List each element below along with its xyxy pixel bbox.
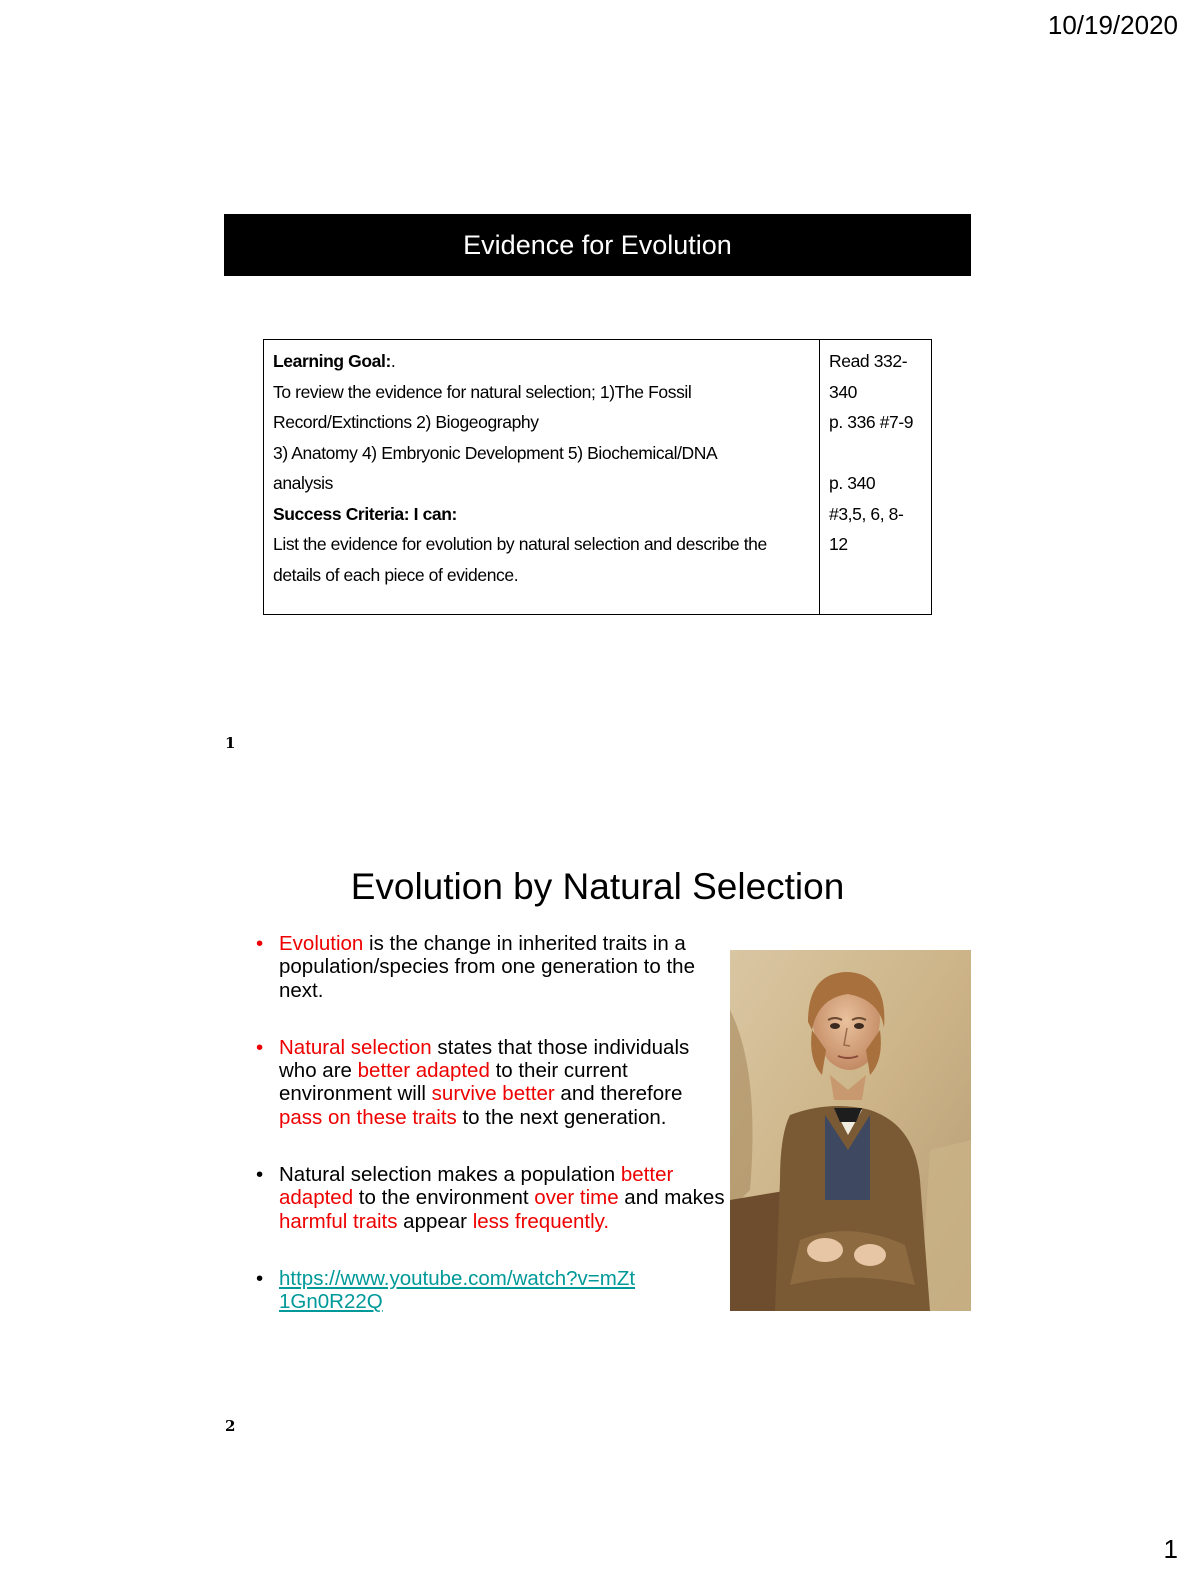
- highlighted-term: better adapted: [357, 1059, 490, 1083]
- slide-number: 1: [225, 734, 236, 752]
- bullet-text: [279, 932, 695, 1002]
- highlighted-term: harmful traits: [279, 1209, 398, 1233]
- goal-line: Record/Extinctions 2) Biogeography: [273, 412, 539, 432]
- highlighted-term: survive better: [431, 1082, 555, 1106]
- learning-goal-label: Learning Goal:: [273, 351, 391, 371]
- bullet-run: to the environment: [353, 1186, 535, 1210]
- bullet-run: Natural selection makes a population: [279, 1163, 621, 1187]
- reading-line: #3,5, 6, 8-: [829, 503, 904, 524]
- reading-line: p. 336 #7-9: [829, 412, 914, 432]
- learning-goal-cell: Learning Goal:. To review the evidence for natural selection; 1)The Fossil Record/Extinctions 2) Biogeography 3) Anatomy 4) Embryonic Development 5) Biochemical/DNA analysis Success Criteria: I can: List the evidence for evolution by natural selection and describe the details of each piece of evidence.: [264, 340, 820, 615]
- bullet-run: to their current environment will: [279, 1059, 628, 1106]
- criteria-line: List the evidence for evolution by natural selection and describe the: [273, 534, 767, 554]
- reading-line: p. 340: [829, 473, 876, 493]
- bullet-item: [256, 1163, 726, 1233]
- bullet-icon: •: [256, 1163, 264, 1187]
- reading-line: [829, 438, 923, 469]
- bullet-run: states that those individuals who are: [279, 1035, 690, 1083]
- criteria-line: details of each piece of evidence.: [273, 564, 519, 585]
- reading-cell: [820, 340, 932, 615]
- slide-title: Evolution by Natural Selection: [350, 866, 845, 907]
- bullet-run: appear: [397, 1209, 473, 1233]
- goal-line: analysis: [273, 473, 334, 493]
- highlighted-term: over time: [534, 1186, 619, 1210]
- highlighted-term: less frequently.: [472, 1209, 610, 1233]
- date-header: 10/19/2020: [1047, 10, 1178, 40]
- slide-title: Evidence for Evolution: [463, 229, 732, 260]
- bullet-item: [256, 932, 726, 1002]
- bullet-run: is the change in inherited traits in a population/species from one generation to the next.: [279, 932, 695, 1002]
- bullet-item: [256, 1036, 726, 1129]
- slide-number: 2: [225, 1417, 236, 1435]
- bullet-icon: •: [256, 1035, 264, 1059]
- reading-line: 12: [829, 534, 848, 554]
- bullet-icon: •: [256, 932, 264, 955]
- highlighted-term: Natural selection: [279, 1035, 432, 1059]
- goal-line: 3) Anatomy 4) Embryonic Development 5) Biochemical/DNA: [273, 442, 718, 463]
- reading-line: Read 332-: [829, 351, 908, 371]
- bullet-text: [279, 1036, 689, 1129]
- youtube-link[interactable]: https://www.youtube.com/watch?v=mZt 1Gn0R22Q: [279, 1266, 636, 1314]
- bullet-text: [279, 1163, 725, 1233]
- bullet-run: and makes: [618, 1186, 725, 1210]
- bullet-list: [256, 932, 726, 1348]
- highlighted-term: pass on these traits: [279, 1105, 457, 1129]
- darwin-portrait-image: [730, 950, 971, 1311]
- highlighted-term: better adapted: [279, 1163, 674, 1210]
- highlighted-term: Evolution: [279, 932, 364, 955]
- reading-line: 340: [829, 381, 857, 402]
- bullet-run: and therefore: [554, 1082, 683, 1106]
- bullet-item: [256, 1267, 726, 1314]
- bullet-run: to the next generation.: [456, 1105, 667, 1129]
- goal-line: To review the evidence for natural selection; 1)The Fossil: [273, 381, 692, 402]
- page-number: 1: [1163, 1534, 1178, 1564]
- slide-title-bar: [224, 214, 971, 276]
- success-criteria-label: Success Criteria: I can:: [273, 503, 457, 524]
- bullet-icon: •: [256, 1266, 264, 1290]
- learning-goal-table: [263, 339, 932, 615]
